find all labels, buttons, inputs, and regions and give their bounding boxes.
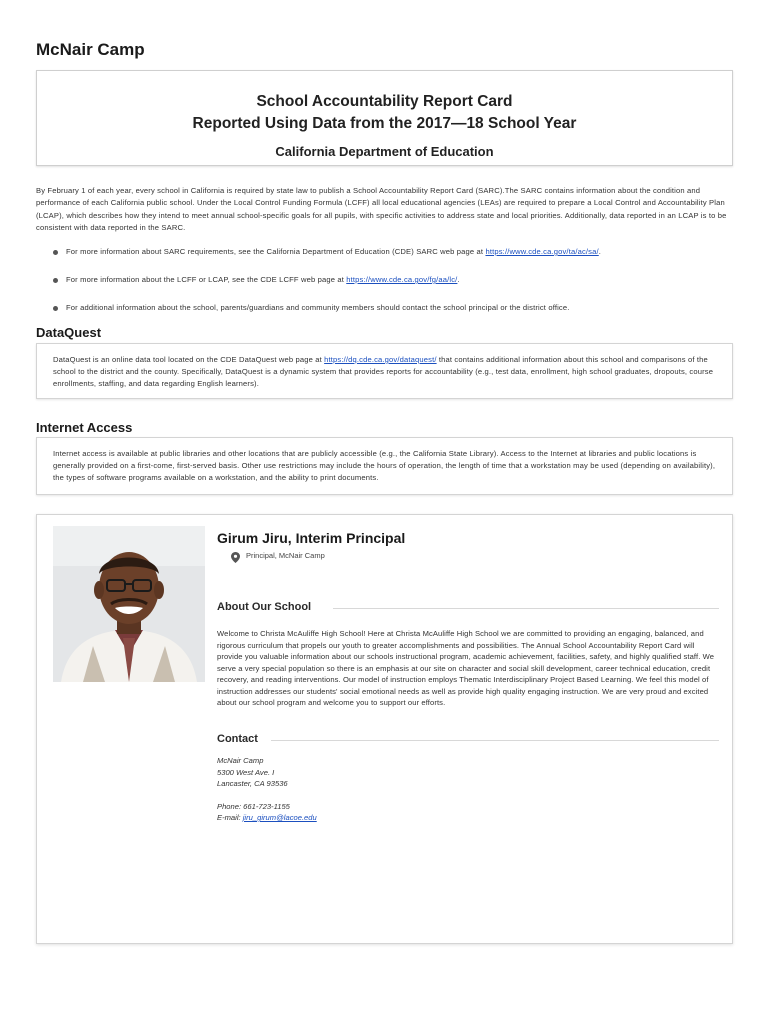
dataquest-link[interactable]: https://dq.cde.ca.gov/dataquest/ xyxy=(324,355,437,364)
internet-access-box xyxy=(36,437,733,495)
principal-profile-card xyxy=(36,514,733,944)
school-name: McNair Camp xyxy=(36,40,145,59)
contact-city: Lancaster, CA 93536 xyxy=(217,779,288,788)
map-pin-icon xyxy=(231,552,240,563)
email-link[interactable]: jiru_girum@lacoe.edu xyxy=(242,813,317,822)
dataquest-text-rest: that contains additional information about this school and comparisons of the school to the district and the county. Specifically, DataQuest is a dynamic system that provides reports for accountability (e.g., test data, enrollment, high school graduates, dropouts, course enrollments, staffing, and data regarding English learners). xyxy=(53,355,714,388)
report-title: School Accountability Report Card xyxy=(256,93,513,110)
email-label: E-mail: xyxy=(217,813,243,822)
department-name: California Department of Education xyxy=(275,144,494,159)
bullet-dot-icon xyxy=(53,306,58,311)
report-subtitle: Reported Using Data from the 2017—18 School Year xyxy=(192,115,577,132)
list-item xyxy=(52,246,732,258)
contact-email-row xyxy=(217,812,317,824)
about-school-text: Welcome to Christa McAuliffe High School! Here at Christa McAuliffe High School we are committed to providing an engaging, balanced, and rigorous curriculum that propels our youth to greater accomplishments and possibilities. The Annual School Accountability Report Card will provide you valuable information about our schools instructional program, academic achievement, facilities, safety, and highly qualified staff. We serve a very special population so there is an emphasis at our site on character and social skill development, career technical education, credit recovery, and reading interventions. Our model of instruction employs Thematic Interdisciplinary Project Based Learning. We feel this model of instruction addresses our students' social emotional needs as well as provide high quality engaging instruction. We are very proud and excited about our school program and welcome you to support our efforts. xyxy=(217,629,715,707)
contact-details xyxy=(217,755,317,824)
contact-phone: Phone: 661-723-1155 xyxy=(217,801,290,811)
principal-portrait-image xyxy=(53,526,205,682)
list-item xyxy=(52,302,732,314)
info-bullet-list xyxy=(52,246,732,330)
internet-access-title: Internet Access xyxy=(36,420,133,435)
about-school-title: About Our School xyxy=(217,601,312,613)
bullet-suffix: . xyxy=(598,247,602,256)
bullet-dot-icon xyxy=(53,250,58,255)
contact-street: 5300 West Ave. I xyxy=(217,767,275,777)
lcff-link[interactable]: https://www.cde.ca.gov/fg/aa/lc/ xyxy=(346,275,458,284)
principal-photo xyxy=(53,526,205,682)
contact-school: McNair Camp xyxy=(217,756,264,765)
list-item xyxy=(52,274,732,286)
dataquest-text: DataQuest is an online data tool located on the CDE DataQuest web page at xyxy=(53,355,325,364)
principal-name: Girum Jiru, Interim Principal xyxy=(217,530,406,546)
dataquest-box xyxy=(36,343,733,399)
internet-access-text: Internet access is available at public libraries and other locations that are publicly accessible (e.g., the California State Library). Access to the Internet at libraries and public locations is generally provided on a first-come, first-served basis. Other use restrictions may include the hours of operation, the length of time that a workstation may be used (depending on availability), the types of software programs available on a workstation, and the ability to print documents. xyxy=(53,449,716,482)
principal-location xyxy=(246,551,325,560)
bullet-dot-icon xyxy=(53,278,58,283)
contact-title: Contact xyxy=(217,733,258,745)
bullet-text: For additional information about the school, parents/guardians and community members should contact the school principal or the district office. xyxy=(66,303,570,312)
sarc-link[interactable]: https://www.cde.ca.gov/ta/ac/sa/ xyxy=(485,247,599,256)
bullet-text: For more information about SARC requirements, see the California Department of Education (CDE) SARC web page at xyxy=(66,247,486,256)
contact-divider xyxy=(271,740,719,741)
intro-paragraph: By February 1 of each year, every school in California is required by state law to publish a School Accountability Report Card (SARC).The SARC contains information about the condition and performance of each California public school. Under the Local Control Funding Formula (LCFF) all local educational agencies (LEAs) are required to prepare a Local Control and Accountability Plan (LCAP), which describes how they intend to meet annual school-specific goals for all pupils, with specific activities to address state and local priorities. Additionally, data reported in an LCAP is to be consistent with data reported in the SARC. xyxy=(36,186,727,232)
bullet-text: For more information about the LCFF or LCAP, see the CDE LCFF web page at xyxy=(66,275,347,284)
location-text: Principal, McNair Camp xyxy=(246,551,325,560)
report-header xyxy=(36,70,733,166)
dataquest-title: DataQuest xyxy=(36,325,102,340)
bullet-suffix: . xyxy=(457,275,460,284)
about-divider xyxy=(333,608,719,609)
